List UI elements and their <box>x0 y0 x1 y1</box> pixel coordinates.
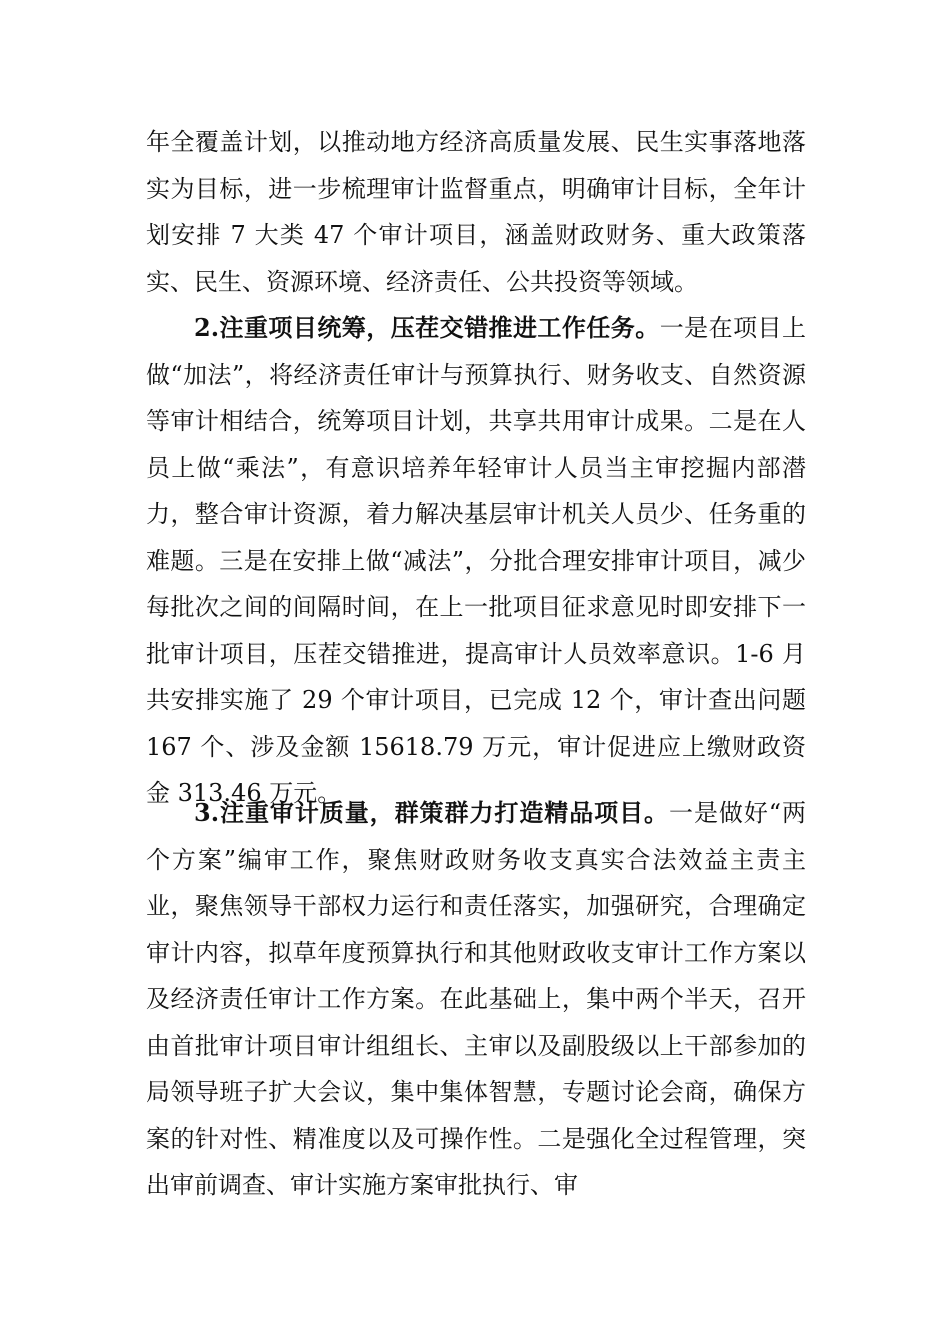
paragraph-project-coordination <box>146 305 806 817</box>
paragraph-audit-quality <box>146 790 806 1209</box>
paragraph-heading-project-coordination: 2.注重项目统筹，压茬交错推进工作任务。 <box>194 313 660 342</box>
paragraph-body-audit-quality: 一是做好“两个方案”编审工作，聚焦财政财务收支真实合法效益主责主业，聚焦领导干部权力运行和责任落实，加强研究，合理确定审计内容，拟草年度预算执行和其他财政收支审计工作方案以及经济责任审计工作方案。在此基础上，集中两个半天，召开由首批审计项目审计组组长、主审以及副股级以上干部参加的局领导班子扩大会议，集中集体智慧，专题讨论会商，确保方案的针对性、精准度以及可操作性。二是强化全过程管理，突出审前调查、审计实施方案审批执行、审 <box>146 799 806 1199</box>
paragraph-heading-audit-quality: 3.注重审计质量，群策群力打造精品项目。 <box>194 798 669 827</box>
paragraph-body-project-coordination: 一是在项目上做“加法”，将经济责任审计与预算执行、财务收支、自然资源等审计相结合，统筹项目计划，共享共用审计成果。二是在人员上做“乘法”，有意识培养年轻审计人员当主审挖掘内部潜力，整合审计资源，着力解决基层审计机关人员少、任务重的难题。三是在安排上做“减法”，分批合理安排审计项目，减少每批次之间的间隔时间，在上一批项目征求意见时即安排下一批审计项目，压茬交错推进，提高审计人员效率意识。1-6 月共安排实施了 29 个审计项目，已完成 12 个，审计查出问题 167 个、涉及金额 15618.79 万元，审计促进应上缴财政资金 313.46 万元。 <box>146 314 806 807</box>
continuation-paragraph: 年全覆盖计划，以推动地方经济高质量发展、民生实事落地落实为目标，进一步梳理审计监督重点，明确审计目标，全年计划安排 7 大类 47 个审计项目，涵盖财政财务、重大政策落实、民生、资源环境、经济责任、公共投资等领域。 <box>146 128 806 296</box>
